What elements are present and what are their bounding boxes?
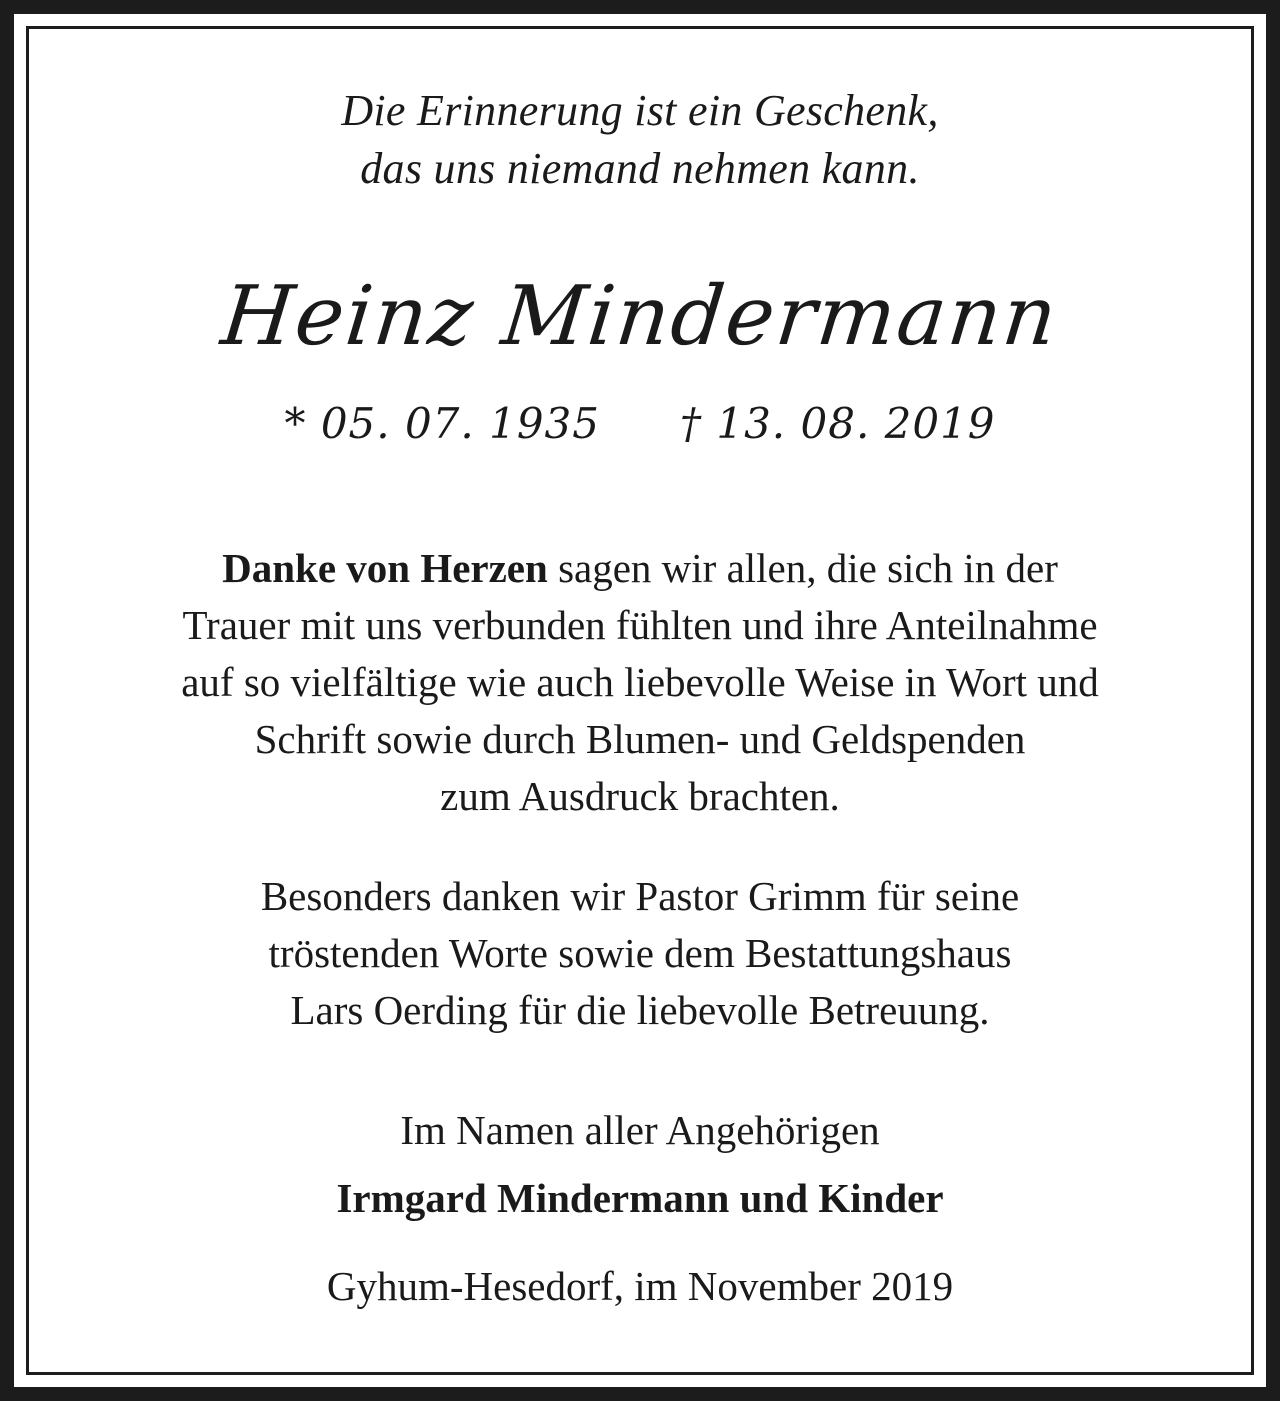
deceased-name: Heinz Mindermann	[217, 269, 1063, 364]
motto-line-2: das uns niemand nehmen kann.	[360, 144, 920, 193]
thanks-line-4: Schrift sowie durch Blumen- und Geldspenden	[254, 716, 1026, 762]
life-dates	[0, 392, 1280, 456]
thanks-line-1	[0, 540, 1280, 597]
birth-date: * 05. 07. 1935	[284, 399, 600, 448]
thanks-line-3: auf so vielfältige wie auch liebevolle Weise in Wort und	[181, 659, 1099, 705]
death-date: † 13. 08. 2019	[680, 399, 996, 448]
special-thanks-line-3: Lars Oerding für die liebevolle Betreuung.	[290, 987, 990, 1033]
signoff: Im Namen aller Angehörigen	[400, 1107, 880, 1153]
signatory: Irmgard Mindermann und Kinder	[336, 1175, 944, 1221]
thanks-line-5: zum Ausdruck brachten.	[440, 773, 840, 819]
place-and-date: Gyhum-Hesedorf, im November 2019	[326, 1263, 954, 1309]
thanks-line-1-rest: sagen wir allen, die sich in der	[547, 545, 1058, 591]
special-thanks-paragraph	[0, 868, 1280, 1039]
thanks-lead: Danke von Herzen	[222, 545, 548, 591]
special-thanks-line-2: tröstenden Worte sowie dem Bestattungshaus	[268, 930, 1012, 976]
thanks-line-2: Trauer mit uns verbunden fühlten und ihre Anteilnahme	[182, 602, 1098, 648]
thanks-paragraph	[0, 540, 1280, 825]
motto-line-1: Die Erinnerung ist ein Geschenk,	[341, 86, 939, 135]
memorial-motto	[0, 82, 1280, 198]
special-thanks-line-1: Besonders danken wir Pastor Grimm für seine	[260, 873, 1020, 919]
